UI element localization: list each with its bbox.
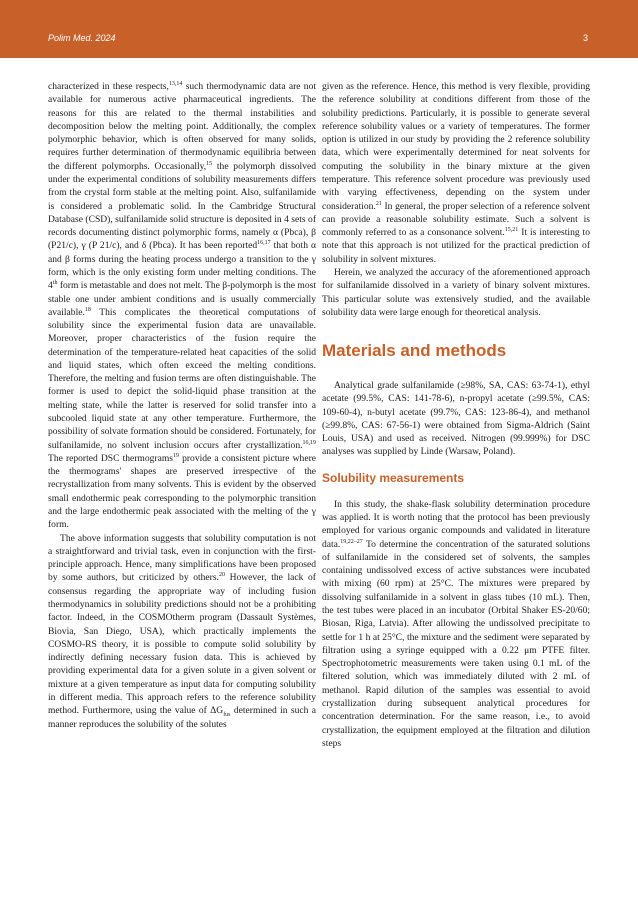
citation[interactable]: 18	[84, 306, 91, 313]
citation[interactable]: 13,14	[168, 80, 183, 87]
citation[interactable]: 20	[218, 572, 225, 579]
paragraph: The above information suggests that solubility computation is not a straightforward and trivial task, even in conjunction with the first-principle approach. Hence, many simplifications have been proposed by some authors, but criticized by others.$^{20}$ However, the lack of consensus regarding the appropriate way of including fusion thermodynamics in solubility predictions should not be a prohibiting factor. Indeed, in the COSMOtherm program (Dassault Systèmes, Biovia, San Diego, USA), which practically implements the COSMO-RS theory, it is possible to compute solid solubility by indirectly defining necessary fusion data. This is achieved by providing experimental data for a given solute in a given solvent or mixture at a given temperature as input data for computing solubility in different media. This approach refers to the reference solubility method. Furthermore, using the value of $\Delta G_{fus}$ determined in such a manner reproduces the solubility of the solutes	[48, 532, 316, 730]
citation[interactable]: 21	[375, 200, 382, 207]
citation[interactable]: 19,22–27	[340, 538, 363, 545]
paragraph: Analytical grade sulfanilamide (≥98%, SA, CAS: 63-74-1), ethyl acetate (99.5%, CAS: 141-78-6), n-propyl acetate (≥99.5%, CAS: 109-60-4), n-butyl acetate (99.7%, CAS: 123-86-4), and methanol (≥99.8%, CAS: 67-56-1) were obtained from Sigma-Aldrich (Saint Louis, USA) and used as received. Nitrogen (99.999%) for DSC analyses was supplied by Linde (Warsaw, Poland).	[322, 380, 590, 458]
section-heading: Materials and methods	[322, 341, 507, 361]
paragraph: given as the reference. Hence, this method is very flexible, providing the reference solubility at conditions different from those of the solubility predictions. Particularly, it is possible to generate several reference solubility values or a variety of temperatures. The former option is utilized in our study by providing the 2 reference solubility data, which were experimentally determined for neat solvents for computing the solubility in the binary mixture at the given temperature. This reference solvent procedure was previously used with varying effectiveness, depending on the system under consideration.$^{21}$ In general, the proper selection of a reference solvent can provide a reasonable solubility estimate. Such a solvent is commonly referred to as a consonance solvent.$^{15,21}$ It is interesting to note that this approach is not utilized for the practical prediction of solubility in solvent mixtures.	[322, 81, 590, 265]
journal-name: Polim Med. 2024	[48, 33, 116, 43]
citation[interactable]: 16,17	[257, 240, 271, 247]
citation[interactable]: 19	[172, 452, 179, 459]
page-number: 3	[582, 33, 588, 43]
paragraph: characterized in these respects,$^{13,14}$ such thermodynamic data are not available for numerous active pharmaceutical ingredients. The reasons for this are related to the thermal instabilities and decomposition below the melting point. Additionally, the complex polymorphic behavior, which is often observed for many solids, requires further determination of thermodynamic equilibria between the different polymorphs. Occasionally,$^{15}$ the polymorph dissolved under the experimental conditions of solubility measurements differs from the crystal form stable at the melting point. Also, sulfanilamide is considered a problematic solid. In the Cambridge Structural Database (CSD), sulfanilamide solid structure is deposited in 4 sets of records documenting distinct polymorphic forms, namely α (Pbca), β (P21/c), γ (P 21/c), and δ (Pbca). It has been reported$^{16,17}$ that both α and β forms during the heating process undergo a transition to the γ form, which is the only existing form under melting conditions. The 4th form is metastable and does not melt. The β-polymorph is the most stable one under ambient conditions and is usually commercially available.$^{18}$ This complicates the theoretical computations of solubility since the experimental fusion data are unavailable. Moreover, proper characteristics of the fusion require the determination of the temperature-related heat capacities of the solid and liquid states, which often exceed the melting conditions. Therefore, the melting and fusion terms are often distinguishable. The former is used to depict the solid-liquid phase transition at the melting state, while the latter is reserved for solid transfer into a subcooled liquid state at any other temperature. Furthermore, the possibility of solvate formation should be considered. Fortunately, for sulfanilamide, no solvent inclusion occurs after crystallization.$^{16,19}$ The reported DSC thermograms$^{19}$ provide a consistent picture where the thermograms' shapes are preserved irrespective of the recrystallization from many solvents. This is evident by the observed small endothermic peak corresponding to the polymorphic transition and the large endothermic peak associated with the melting of the γ form.	[48, 80, 317, 531]
paragraph: Herein, we analyzed the accuracy of the aforementioned approach for sulfanilamide dissolved in a variety of binary solvent mixtures. This particular solute was extensively studied, and the available solubility data were large enough for theoretical analysis.	[322, 266, 590, 318]
citation[interactable]: 15	[206, 160, 213, 167]
citation[interactable]: 15,21	[504, 226, 519, 233]
journal-header-bar	[0, 0, 638, 58]
left-column	[48, 80, 316, 731]
paragraph: In this study, the shake-flask solubility determination procedure was applied. It is worth noting that the protocol has been previously employed for various organic compounds and validated in literature data.$^{19,22-27}$ To determine the concentration of the saturated solutions of sulfanilamide in the considered set of solvents, the samples containing undissolved excess of active substances were incubated with mixing (60 rpm) at 25°C. The mixtures were prepared by dissolving sulfanilamide in a solvent in glass tubes (10 mL). Then, the test tubes were placed in an incubator (Orbital Shaker ES-20/60; Biosan, Riga, Latvia). After allowing the undissolved precipitate to settle for 1 h at 25°C, the mixture and the sediment were separated by filtration using a syringe equipped with a 0.22 μm PTFE filter. Spectrophotometric measurements were taken using 0.1 mL of the filtered solution, which was immediately diluted with 2 mL of methanol. Rapid dilution of the samples was essential to avoid crystallization during subsequent analytical procedures for concentration determination. For the same reason, i.e., to avoid crystallization, the equipment employed at the filtration and dilution steps	[322, 498, 590, 749]
right-column	[322, 80, 590, 750]
citation[interactable]: 16,19	[302, 439, 316, 446]
subsection-heading: Solubility measurements	[322, 470, 465, 485]
